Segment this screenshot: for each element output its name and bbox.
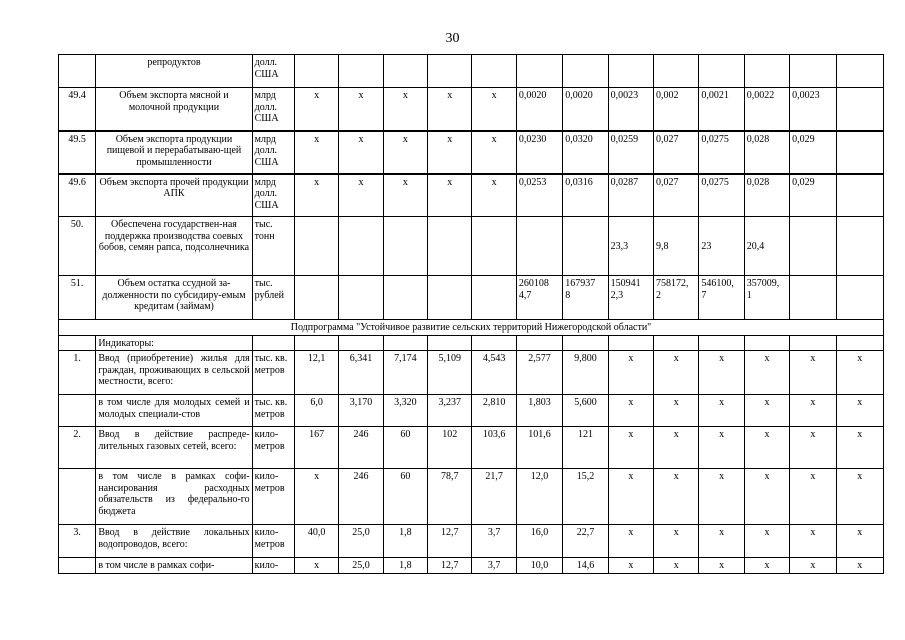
table-row [59, 351, 884, 395]
value-cell [516, 217, 562, 276]
row-number: 49.6 [59, 174, 96, 217]
value-cell [428, 217, 472, 276]
indicator-name: Ввод (приобретение) жилья для граждан, проживающих в сельской местности, всего: [96, 351, 252, 395]
indicators-label: Индикаторы: [96, 335, 252, 351]
indicator-name: Объем экспорта продукции пищевой и перерабатываю-щей промышленности [96, 131, 252, 174]
value-cell: 0,0020 [516, 88, 562, 131]
value-cell: 12,1 [294, 351, 338, 395]
value-cell: 3,7 [472, 525, 516, 558]
indicator-name: в том числе в рамках софи- [96, 558, 252, 574]
value-cell: 101,6 [516, 427, 562, 469]
value-cell: 16,0 [516, 525, 562, 558]
value-cell: 10,0 [516, 558, 562, 574]
value-cell: х [294, 174, 338, 217]
value-cell [472, 276, 516, 320]
value-cell [836, 217, 883, 276]
value-cell: 0,0020 [563, 88, 608, 131]
value-cell [836, 174, 883, 217]
value-cell: 0,0316 [563, 174, 608, 217]
value-cell [339, 217, 383, 276]
table-row [59, 558, 884, 574]
value-cell: х [836, 395, 883, 427]
value-cell: 121 [563, 427, 608, 469]
value-cell [294, 276, 338, 320]
value-cell [294, 217, 338, 276]
indicator-name: Объем экспорта прочей продукции АПК [96, 174, 252, 217]
value-cell: 1,8 [383, 558, 427, 574]
table-row [59, 88, 884, 131]
row-number: 3. [59, 525, 96, 558]
value-cell: 0,027 [654, 131, 699, 174]
value-cell: х [383, 131, 427, 174]
value-cell [563, 55, 608, 88]
value-cell: 60 [383, 469, 427, 525]
row-number [59, 558, 96, 574]
value-cell: 21,7 [472, 469, 516, 525]
value-cell: х [744, 351, 789, 395]
value-cell [836, 88, 883, 131]
value-cell: х [836, 525, 883, 558]
value-cell: х [836, 469, 883, 525]
value-cell: 5,109 [428, 351, 472, 395]
value-cell: х [654, 351, 699, 395]
value-cell: х [339, 131, 383, 174]
value-cell: х [790, 469, 836, 525]
value-cell [563, 217, 608, 276]
value-cell: х [699, 558, 744, 574]
value-cell [383, 217, 427, 276]
value-cell: х [790, 558, 836, 574]
value-cell: х [608, 395, 653, 427]
value-cell: 0,029 [790, 174, 836, 217]
value-cell: 12,7 [428, 558, 472, 574]
table-row [59, 55, 884, 88]
value-cell: 9,800 [563, 351, 608, 395]
value-cell [836, 55, 883, 88]
row-number: 49.4 [59, 88, 96, 131]
value-cell: 0,027 [654, 174, 699, 217]
value-cell: 0,028 [744, 131, 789, 174]
value-cell: 23,3 [608, 217, 653, 276]
value-cell: 22,7 [563, 525, 608, 558]
value-cell: х [699, 351, 744, 395]
value-cell: 9,8 [654, 217, 699, 276]
value-cell: х [339, 174, 383, 217]
value-cell [744, 55, 789, 88]
value-cell: х [744, 395, 789, 427]
value-cell: 14,6 [563, 558, 608, 574]
indicator-name: Объем остатка ссудной за-долженности по субсидиру-емым кредитам (займам) [96, 276, 252, 320]
value-cell: 2,810 [472, 395, 516, 427]
value-cell: 260108 4,7 [516, 276, 562, 320]
subprogram-title: Подпрограмма "Устойчивое развитие сельских территорий Нижегородской области" [59, 320, 884, 336]
value-cell: 5,600 [563, 395, 608, 427]
value-cell: х [790, 395, 836, 427]
value-cell: х [744, 558, 789, 574]
value-cell [339, 276, 383, 320]
value-cell: х [744, 469, 789, 525]
row-number: 51. [59, 276, 96, 320]
value-cell [383, 276, 427, 320]
value-cell: х [699, 469, 744, 525]
value-cell [790, 276, 836, 320]
value-cell: х [428, 88, 472, 131]
table-row [59, 217, 884, 276]
value-cell: х [654, 525, 699, 558]
indicator-name: в том числе в рамках софи-нансирования расходных обязательств из федерально-го бюджета [96, 469, 252, 525]
value-cell [383, 55, 427, 88]
value-cell: 6,341 [339, 351, 383, 395]
row-number: 49.5 [59, 131, 96, 174]
value-cell: х [699, 525, 744, 558]
value-cell [654, 55, 699, 88]
value-cell: х [383, 88, 427, 131]
unit-cell: млрд долл. США [252, 88, 294, 131]
value-cell: х [608, 525, 653, 558]
indicator-name: Объем экспорта мясной и молочной продукции [96, 88, 252, 131]
num-cell [59, 335, 96, 351]
unit-cell: млрд долл. США [252, 131, 294, 174]
value-cell: х [428, 174, 472, 217]
value-cell: 0,0022 [744, 88, 789, 131]
value-cell: 103,6 [472, 427, 516, 469]
table-row [59, 395, 884, 427]
table-row [59, 427, 884, 469]
value-cell: х [699, 395, 744, 427]
indicator-name: Обеспечена государствен-ная поддержка производства соевых бобов, семян рапса, подсолнечника [96, 217, 252, 276]
value-cell: 15,2 [563, 469, 608, 525]
value-cell: 0,0320 [563, 131, 608, 174]
value-cell: 3,320 [383, 395, 427, 427]
value-cell: х [608, 427, 653, 469]
value-cell [608, 55, 653, 88]
unit-cell: кило- метров [252, 427, 294, 469]
value-cell: х [790, 427, 836, 469]
value-cell: 3,7 [472, 558, 516, 574]
value-cell: 23 [699, 217, 744, 276]
subprogram-row [59, 320, 884, 336]
value-cell: 102 [428, 427, 472, 469]
value-cell: х [790, 351, 836, 395]
table-row [59, 525, 884, 558]
value-cell [516, 55, 562, 88]
unit-cell: тыс. кв. метров [252, 395, 294, 427]
value-cell: 3,237 [428, 395, 472, 427]
value-cell: х [472, 88, 516, 131]
value-cell: 4,543 [472, 351, 516, 395]
unit-cell: долл. США [252, 55, 294, 88]
value-cell: х [608, 351, 653, 395]
value-cell: 0,0259 [608, 131, 653, 174]
value-cell: 25,0 [339, 558, 383, 574]
value-cell: х [790, 525, 836, 558]
value-cell: 167937 8 [563, 276, 608, 320]
value-cell: х [654, 395, 699, 427]
unit-cell: кило- метров [252, 525, 294, 558]
indicators-table [58, 54, 884, 574]
value-cell [339, 55, 383, 88]
row-number: 1. [59, 351, 96, 395]
value-cell [790, 217, 836, 276]
row-number: 2. [59, 427, 96, 469]
value-cell: 0,0253 [516, 174, 562, 217]
value-cell: 0,0230 [516, 131, 562, 174]
value-cell: х [654, 427, 699, 469]
value-cell: 12,7 [428, 525, 472, 558]
table-row [59, 174, 884, 217]
value-cell: х [339, 88, 383, 131]
value-cell: 357009, 1 [744, 276, 789, 320]
value-cell: х [472, 131, 516, 174]
table-row [59, 276, 884, 320]
value-cell [472, 217, 516, 276]
indicator-name: Ввод в действие распреде-лительных газовых сетей, всего: [96, 427, 252, 469]
unit-cell: кило- метров [252, 469, 294, 525]
value-cell: х [699, 427, 744, 469]
value-cell: 7,174 [383, 351, 427, 395]
value-cell [836, 276, 883, 320]
value-cell: 2,577 [516, 351, 562, 395]
value-cell: 0,0023 [608, 88, 653, 131]
value-cell: х [744, 525, 789, 558]
table-row [59, 131, 884, 174]
value-cell: х [836, 351, 883, 395]
value-cell: 40,0 [294, 525, 338, 558]
unit-cell: млрд долл. США [252, 174, 294, 217]
indicator-name: в том числе для молодых семей и молодых специали-стов [96, 395, 252, 427]
indicators-label-row [59, 335, 884, 351]
value-cell [472, 55, 516, 88]
value-cell: х [654, 558, 699, 574]
value-cell: 0,029 [790, 131, 836, 174]
table-row [59, 469, 884, 525]
row-number [59, 395, 96, 427]
value-cell [294, 55, 338, 88]
value-cell: х [608, 558, 653, 574]
value-cell: 246 [339, 469, 383, 525]
value-cell: 0,0275 [699, 174, 744, 217]
unit-cell: тыс. рублей [252, 276, 294, 320]
value-cell: 20,4 [744, 217, 789, 276]
value-cell [790, 55, 836, 88]
value-cell: х [294, 469, 338, 525]
value-cell: 0,028 [744, 174, 789, 217]
value-cell: 1,803 [516, 395, 562, 427]
value-cell: х [654, 469, 699, 525]
value-cell [428, 55, 472, 88]
value-cell: 0,0023 [790, 88, 836, 131]
indicator-name: Ввод в действие локальных водопроводов, всего: [96, 525, 252, 558]
value-cell: х [294, 131, 338, 174]
row-number: 50. [59, 217, 96, 276]
row-number [59, 469, 96, 525]
value-cell: х [383, 174, 427, 217]
row-number [59, 55, 96, 88]
value-cell: х [836, 427, 883, 469]
value-cell: 60 [383, 427, 427, 469]
value-cell: 0,0275 [699, 131, 744, 174]
value-cell: х [428, 131, 472, 174]
unit-cell: тыс. кв. метров [252, 351, 294, 395]
value-cell: х [294, 88, 338, 131]
value-cell: 0,0287 [608, 174, 653, 217]
value-cell: х [836, 558, 883, 574]
value-cell: 0,002 [654, 88, 699, 131]
value-cell: х [472, 174, 516, 217]
value-cell [699, 55, 744, 88]
unit-cell: кило- [252, 558, 294, 574]
value-cell: х [744, 427, 789, 469]
value-cell: 25,0 [339, 525, 383, 558]
value-cell [428, 276, 472, 320]
value-cell: 12,0 [516, 469, 562, 525]
value-cell: 546100, 7 [699, 276, 744, 320]
value-cell: 758172, 2 [654, 276, 699, 320]
value-cell: х [294, 558, 338, 574]
value-cell: х [608, 469, 653, 525]
value-cell: 3,170 [339, 395, 383, 427]
value-cell: 0,0021 [699, 88, 744, 131]
value-cell: 167 [294, 427, 338, 469]
value-cell: 246 [339, 427, 383, 469]
indicator-name: репродуктов [96, 55, 252, 88]
page-number: 30 [445, 31, 460, 46]
value-cell: 1,8 [383, 525, 427, 558]
value-cell: 78,7 [428, 469, 472, 525]
value-cell: 150941 2,3 [608, 276, 653, 320]
value-cell: 6,0 [294, 395, 338, 427]
value-cell [836, 131, 883, 174]
unit-cell: тыс. тонн [252, 217, 294, 276]
